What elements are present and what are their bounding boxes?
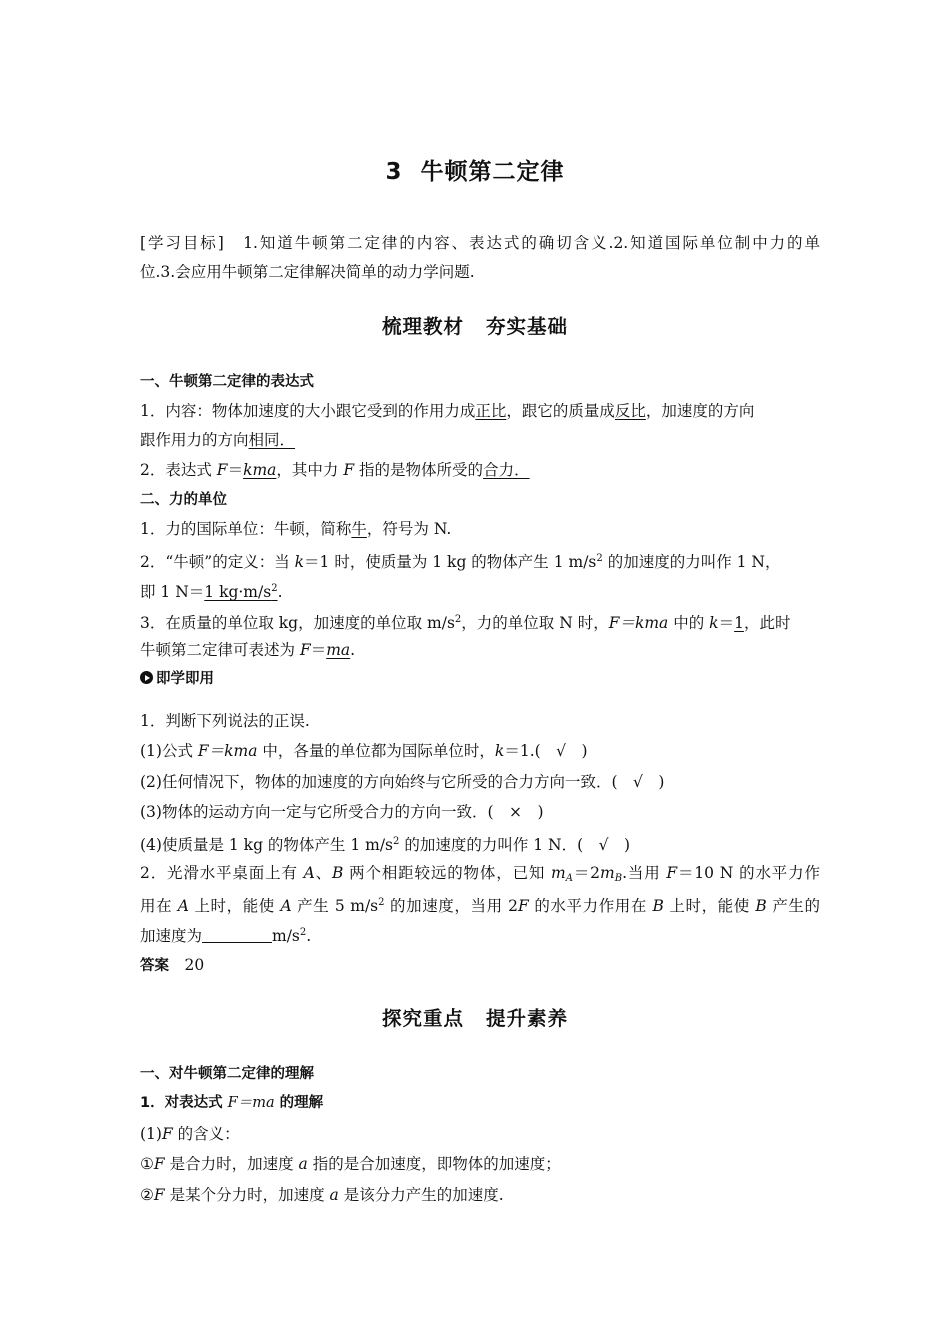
section-heading-1-right: 夯实基础 (486, 315, 569, 338)
practice-s1: (1)公式 F＝kma 中，各量的单位都为国际单位时，k＝1.( √ ) (140, 742, 588, 760)
part3-line1: (1)F 的含义： (140, 1125, 240, 1143)
part3-sub1: 1．对表达式 F＝ma 的理解 (140, 1095, 324, 1111)
part3-line2: ①F 是合力时，加速度 a 指的是合加速度，即物体的加速度； (140, 1155, 561, 1173)
fill-blank: kma (243, 461, 277, 479)
section-heading-2-right: 提升素养 (486, 1007, 569, 1030)
fill-blank: ma (326, 641, 351, 659)
fill-blank: 牛 (351, 520, 367, 538)
part2-item2-line1: 2．“牛顿”的定义：当 k＝1 时，使质量为 1 kg 的物体产生 1 $m/s^2$ 的加速度的力叫作 1 N， (140, 553, 781, 571)
section-heading-2-left: 探究重点 (381, 1007, 464, 1030)
fill-blank: 1 (734, 614, 744, 632)
chapter-title: 牛顿第二定律 (420, 159, 565, 185)
part2-item3-line2: 牛顿第二定律可表述为 F＝ma. (140, 641, 356, 659)
part1-item1-line2: 跟作用力的方向相同． (140, 431, 296, 449)
part3-heading: 一、对牛顿第二定律的理解 (140, 1066, 314, 1082)
part1-item1-line1: 1．内容：物体加速度的大小跟它受到的作用力成正比，跟它的质量成反比，加速度的方向 (140, 402, 755, 420)
play-circle-icon (140, 671, 153, 684)
fill-blank: 正比 (475, 402, 507, 420)
section-heading-2 (0, 1003, 950, 1031)
part2-heading: 二、力的单位 (140, 492, 227, 508)
section-heading-1-left: 梳理教材 (381, 315, 464, 338)
answer-label: 答案 (140, 958, 169, 974)
practice-q1: 1．判断下列说法的正误. (140, 712, 310, 730)
practice-q2-line2: 用在 A 上时，能使 A 产生 5 $m/s^2$ 的加速度，当用 2F 的水平力作用在 B 上时，能使 B 产生的 (140, 897, 821, 915)
part2-item1: 1．力的国际单位：牛顿，简称牛，符号为 N. (140, 520, 452, 538)
chapter-number: 3 (385, 159, 403, 185)
answer-blank (202, 928, 272, 943)
objectives-line-1: [学习目标] 1.知道牛顿第二定律的内容、表达式的确切含义.2.知道国际单位制中力的单 (140, 234, 820, 252)
part3-line3: ②F 是某个分力时，加速度 a 是该分力产生的加速度. (140, 1186, 504, 1204)
practice-s3: (3)物体的运动方向一定与它所受合力的方向一致．( × ) (140, 803, 544, 821)
part1-heading: 一、牛顿第二定律的表达式 (140, 374, 314, 390)
practice-s2: (2)任何情况下，物体的加速度的方向始终与它所受的合力方向一致．( √ ) (140, 773, 665, 791)
fill-blank: 反比 (614, 402, 646, 420)
fill-blank: 合力． (483, 461, 530, 479)
practice-heading: 即学即用 (140, 669, 214, 689)
practice-s4: (4)使质量是 1 kg 的物体产生 1 $m/s^2$ 的加速度的力叫作 1 N．( √ ) (140, 836, 631, 854)
practice-q2-line1: 2．光滑水平桌面上有 A、B 两个相距较远的物体，已知 $m_A=2m_B$.当用 F＝10 N 的水平力作 (140, 864, 820, 884)
practice-q2-line3: 加速度为 $m/s^2$. (140, 927, 312, 945)
fill-blank: 1 $kg\cdot m/s^2$ (204, 583, 278, 601)
section-heading-1 (0, 311, 950, 339)
page-title (0, 153, 950, 186)
part2-item2-line2: 即 1 N＝1 $kg\cdot m/s^2$. (140, 583, 283, 601)
part2-item3-line1: 3．在质量的单位取 kg，加速度的单位取 $m/s^2$，力的单位取 N 时，F＝kma 中的 k＝1，此时 (140, 614, 791, 632)
fill-blank: 相同． (248, 431, 296, 449)
objectives-line-2: 位.3.会应用牛顿第二定律解决简单的动力学问题. (140, 263, 475, 281)
answer-value: 20 (184, 956, 205, 974)
answer-line (140, 955, 820, 976)
part1-item2: 2．表达式 F＝kma，其中力 F 指的是物体所受的合力． (140, 461, 530, 479)
